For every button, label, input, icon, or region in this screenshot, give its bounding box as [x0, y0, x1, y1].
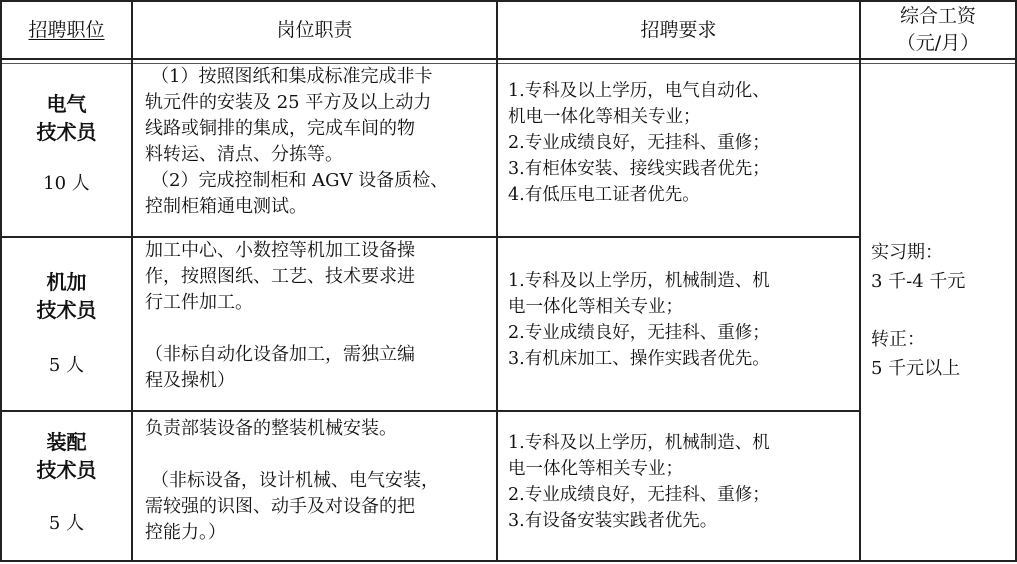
duty-line: （非标设备，设计机械、电气安装， — [151, 470, 439, 491]
duties-electrical — [133, 64, 496, 220]
salary-regular-value: 5 千元以上 — [871, 358, 961, 379]
duty-line: （1）按照图纸和集成标准完成非卡 — [151, 66, 433, 87]
requirement-line: 3.有设备安装实践者优先。 — [508, 511, 718, 531]
duties-machining — [133, 238, 496, 394]
position-name-line1: 机加 — [46, 270, 87, 294]
requirements-machining — [498, 268, 859, 372]
salary-intern-value: 3 千-4 千元 — [871, 271, 966, 292]
position-name-line1: 装配 — [46, 430, 87, 454]
duty-line: 作，按照图纸、工艺、技术要求进 — [145, 266, 415, 287]
requirements-electrical — [498, 78, 859, 208]
duty-line: 轨元件的安装及 25 平方及以上动力 — [145, 92, 432, 113]
requirement-line: 2.专业成绩良好，无挂科、重修； — [508, 133, 770, 153]
salary-regular-label: 转正： — [871, 329, 925, 350]
requirement-line: 1.专科及以上学历，机械制造、机 — [508, 271, 770, 291]
header-salary-line1: 综合工资 — [899, 5, 976, 27]
requirement-line: 2.专业成绩良好，无挂科、重修； — [508, 485, 770, 505]
header-divider — [0, 58, 1017, 60]
duty-line — [145, 316, 490, 342]
requirement-line: 2.专业成绩良好，无挂科、重修； — [508, 323, 770, 343]
requirement-line: 1.专科及以上学历，机械制造、机 — [508, 433, 770, 453]
table-border-bottom — [0, 560, 1017, 562]
salary-cell — [861, 238, 1015, 383]
duty-line: 控能力。） — [145, 522, 226, 543]
position-electrical — [2, 90, 131, 198]
duty-line: 需较强的识图、动手及对设备的把 — [145, 496, 415, 517]
requirement-line: 4.有低压电工证者优先。 — [508, 185, 700, 205]
duty-line: 料转运、清点、分拣等。 — [145, 144, 343, 165]
header-position-text: 招聘职位 — [28, 18, 105, 41]
duty-line — [145, 442, 490, 468]
duty-line: 控制柜箱通电测试。 — [145, 196, 307, 217]
header-requirements: 招聘要求 — [640, 18, 717, 41]
requirement-line: 1.专科及以上学历，电气自动化、 — [508, 81, 770, 101]
headcount: 5 人 — [48, 355, 85, 376]
position-assembly — [2, 428, 131, 538]
headcount: 10 人 — [43, 173, 90, 194]
requirement-line: 机电一体化等相关专业； — [508, 107, 701, 127]
duty-line: 加工中心、小数控等机加工设备操 — [145, 240, 415, 261]
requirement-line: 电一体化等相关专业； — [508, 297, 683, 317]
duty-line: 行工件加工。 — [145, 292, 253, 313]
position-machining — [2, 268, 131, 380]
header-salary — [861, 2, 1015, 58]
header-position — [2, 2, 131, 58]
position-name-line1: 电气 — [46, 92, 87, 116]
header-duties: 岗位职责 — [276, 18, 353, 41]
position-name-line2: 技术员 — [36, 120, 97, 144]
requirements-assembly — [498, 430, 859, 534]
requirement-line: 3.有机床加工、操作实践者优先。 — [508, 349, 770, 369]
duty-line: 程及操机） — [145, 370, 235, 391]
salary-intern-label: 实习期： — [871, 242, 943, 263]
duty-line: （非标自动化设备加工，需独立编 — [145, 344, 415, 365]
duty-line: （2）完成控制柜和 AGV 设备质检、 — [151, 170, 449, 191]
duty-line: 负责部装设备的整装机械安装。 — [145, 418, 397, 439]
duties-assembly — [133, 416, 496, 546]
duty-line: 线路或铜排的集成，完成车间的物 — [145, 118, 415, 139]
position-name-line2: 技术员 — [36, 298, 97, 322]
row-divider-2 — [0, 410, 860, 412]
headcount: 5 人 — [48, 513, 85, 534]
requirement-line: 电一体化等相关专业； — [508, 459, 683, 479]
requirement-line: 3.有柜体安装、接线实践者优先； — [508, 159, 770, 179]
header-salary-line2: （元/月） — [896, 32, 980, 54]
position-name-line2: 技术员 — [36, 458, 97, 482]
